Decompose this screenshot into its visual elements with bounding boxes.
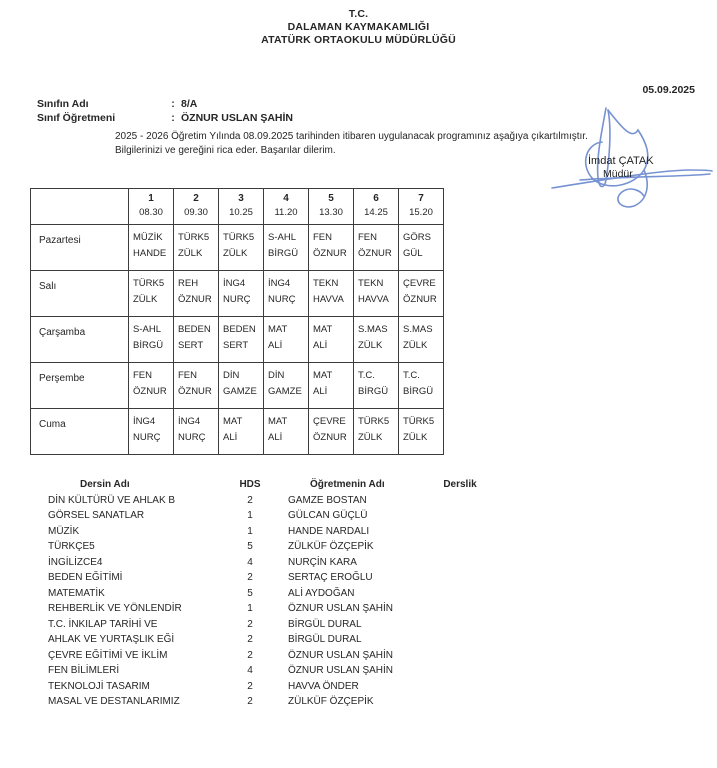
schedule-cell — [354, 225, 399, 271]
course-hds: 2 — [247, 680, 253, 692]
schedule-cell — [399, 225, 444, 271]
teacher-short-name: ÖZNUR — [178, 386, 212, 397]
period-time: 08.30 — [139, 207, 163, 218]
subject-code: T.C. — [403, 370, 420, 381]
course-header: Dersin Adı — [80, 479, 130, 490]
notice-line-2: Bilgilerinizi ve gereğini rica eder. Başarılar dilerim. — [115, 145, 336, 156]
subject-code: S-AHL — [268, 232, 296, 243]
schedule-cell — [129, 317, 174, 363]
teacher-short-name: ÖZNUR — [403, 294, 437, 305]
schedule-cell — [264, 225, 309, 271]
subject-code: İNG4 — [268, 278, 291, 289]
course-row — [0, 570, 717, 586]
weekly-timetable — [30, 188, 444, 455]
teacher-short-name: SERT — [223, 340, 249, 351]
teacher-short-name: NURÇ — [223, 294, 251, 305]
period-header-cell — [399, 189, 444, 225]
course-teacher: BİRGÜL DURAL — [288, 634, 362, 645]
subject-code: BEDEN — [223, 324, 256, 335]
course-hds: 2 — [247, 572, 253, 583]
subject-code: TEKN — [313, 278, 339, 289]
teacher-short-name: ZÜLK — [178, 248, 203, 259]
subject-code: T.C. — [358, 370, 375, 381]
course-teacher: ÖZNUR USLAN ŞAHİN — [288, 665, 394, 676]
timetable-day-row — [31, 271, 444, 317]
course-row — [0, 539, 717, 555]
subject-code: GÖRS — [403, 232, 431, 243]
course-teacher: GAMZE BOSTAN — [288, 494, 367, 506]
period-number: 5 — [328, 193, 334, 204]
period-number: 7 — [418, 193, 424, 204]
teacher-short-name: ZÜLK — [403, 340, 428, 351]
timetable-day-row — [31, 225, 444, 271]
subject-code: MAT — [268, 416, 288, 427]
schedule-cell — [129, 363, 174, 409]
day-name-cell: Çarşamba — [31, 317, 129, 363]
course-list-header — [0, 477, 717, 493]
teacher-short-name: NURÇ — [133, 432, 161, 443]
schedule-cell — [264, 271, 309, 317]
course-name: MASAL VE DESTANLARIMIZ — [48, 696, 180, 707]
course-teacher: ZÜLKÜF ÖZÇEPİK — [288, 696, 374, 707]
class-teacher-row — [37, 111, 293, 125]
signature-block — [540, 100, 717, 215]
document-date: 05.09.2025 — [642, 84, 695, 96]
subject-code: DİN — [223, 370, 240, 381]
teacher-short-name: BİRGÜ — [403, 386, 434, 397]
course-row — [0, 493, 717, 509]
subject-code: TÜRK5 — [223, 232, 255, 243]
schedule-cell — [174, 271, 219, 317]
course-teacher: ÖZNUR USLAN ŞAHİN — [288, 649, 394, 661]
schedule-cell — [219, 225, 264, 271]
course-teacher: ALİ AYDOĞAN — [288, 587, 355, 599]
course-name: TÜRKÇE5 — [48, 541, 95, 552]
subject-code: MAT — [313, 370, 333, 381]
course-row — [0, 694, 717, 710]
teacher-short-name: ZÜLK — [358, 432, 383, 443]
day-name-cell: Cuma — [31, 409, 129, 455]
subject-code: MÜZİK — [133, 232, 163, 243]
subject-code: TEKN — [358, 278, 384, 289]
course-teacher: HAVVA ÖNDER — [288, 680, 359, 692]
period-time: 15.20 — [409, 207, 433, 218]
schedule-cell — [399, 317, 444, 363]
timetable-day-row — [31, 317, 444, 363]
course-row — [0, 632, 717, 648]
subject-code: TÜRK5 — [178, 232, 210, 243]
letterhead-school: ATATÜRK ORTAOKULU MÜDÜRLÜĞÜ — [261, 34, 456, 46]
schedule-cell — [354, 409, 399, 455]
subject-code: REH — [178, 278, 199, 289]
signatory-title: Müdür — [603, 168, 633, 180]
period-time: 09.30 — [184, 207, 208, 218]
course-name: FEN BİLİMLERİ — [48, 665, 120, 676]
schedule-cell — [129, 271, 174, 317]
day-name-cell: Salı — [31, 271, 129, 317]
period-header-cell — [264, 189, 309, 225]
schedule-cell — [174, 363, 219, 409]
course-teacher: HANDE NARDALI — [288, 525, 370, 537]
subject-code: TÜRK5 — [133, 278, 165, 289]
course-name: İNGİLİZCE4 — [48, 556, 103, 568]
schedule-cell — [219, 317, 264, 363]
teacher-short-name: HAVVA — [313, 294, 344, 305]
subject-code: İNG4 — [133, 416, 156, 427]
class-name-value: 8/A — [181, 98, 198, 110]
teacher-short-name: NURÇ — [268, 294, 296, 305]
schedule-cell — [264, 363, 309, 409]
course-hds: 5 — [247, 587, 253, 599]
schedule-cell — [219, 363, 264, 409]
subject-code: S.MAS — [358, 324, 388, 335]
teacher-short-name: BİRGÜ — [358, 386, 389, 397]
course-row — [0, 663, 717, 679]
course-row — [0, 586, 717, 602]
room-header: Derslik — [443, 479, 477, 490]
course-name: MÜZİK — [48, 525, 80, 537]
period-number: 3 — [238, 193, 244, 204]
teacher-short-name: ÖZNUR — [358, 248, 392, 259]
course-row — [0, 555, 717, 571]
schedule-cell — [174, 225, 219, 271]
course-row — [0, 601, 717, 617]
schedule-cell — [399, 409, 444, 455]
subject-code: MAT — [223, 416, 243, 427]
teacher-short-name: GAMZE — [223, 386, 257, 397]
teacher-short-name: BİRGÜ — [133, 340, 164, 351]
class-name-colon: : — [171, 98, 175, 110]
subject-code: S-AHL — [133, 324, 161, 335]
course-name: GÖRSEL SANATLAR — [48, 510, 145, 521]
schedule-cell — [129, 409, 174, 455]
period-time: 11.20 — [274, 207, 298, 218]
course-name: REHBERLİK VE YÖNLENDİR — [48, 603, 182, 614]
period-number: 1 — [148, 193, 154, 204]
teacher-header: Öğretmenin Adı — [310, 479, 385, 490]
course-hds: 4 — [247, 556, 253, 568]
schedule-cell — [264, 317, 309, 363]
subject-code: ÇEVRE — [403, 278, 436, 289]
course-teacher: NURÇİN KARA — [288, 556, 357, 568]
class-name-row — [37, 97, 293, 111]
period-header-cell — [354, 189, 399, 225]
schedule-cell — [309, 271, 354, 317]
course-row — [0, 648, 717, 664]
signatory-name: İmdat ÇATAK — [588, 155, 654, 167]
notice-line-1: 2025 - 2026 Öğretim Yılında 08.09.2025 tarihinden itibaren uygulanacak programınız aşağıya çıkartılmıştır. — [115, 131, 588, 142]
subject-code: TÜRK5 — [403, 416, 435, 427]
period-time: 10.25 — [229, 207, 253, 218]
teacher-short-name: ZÜLK — [358, 340, 383, 351]
schedule-cell — [219, 271, 264, 317]
course-hds: 2 — [247, 618, 253, 630]
course-name: DİN KÜLTÜRÜ VE AHLAK B — [48, 494, 176, 506]
class-teacher-label: Sınıf Öğretmeni — [37, 112, 116, 124]
subject-code: FEN — [178, 370, 197, 381]
timetable-day-row — [31, 363, 444, 409]
course-teacher: BİRGÜL DURAL — [288, 618, 362, 630]
course-row — [0, 679, 717, 695]
schedule-cell — [219, 409, 264, 455]
schedule-cell — [309, 363, 354, 409]
letterhead-tc: T.C. — [348, 8, 369, 20]
subject-code: S.MAS — [403, 324, 433, 335]
teacher-short-name: ZÜLK — [133, 294, 158, 305]
course-hds: 1 — [247, 603, 253, 614]
schedule-cell — [174, 409, 219, 455]
teacher-short-name: ALİ — [313, 340, 328, 351]
teacher-short-name: BİRGÜ — [268, 248, 299, 259]
course-teacher: SERTAÇ EROĞLU — [288, 572, 373, 583]
schedule-cell — [354, 271, 399, 317]
timetable-day-row — [31, 409, 444, 455]
teacher-short-name: ZÜLK — [403, 432, 428, 443]
letterhead — [0, 8, 717, 47]
teacher-short-name: ZÜLK — [223, 248, 248, 259]
teacher-short-name: HAVVA — [358, 294, 389, 305]
schedule-cell — [399, 271, 444, 317]
schedule-cell — [354, 317, 399, 363]
course-hds: 1 — [247, 510, 253, 521]
schedule-cell — [399, 363, 444, 409]
schedule-cell — [354, 363, 399, 409]
period-number: 2 — [193, 193, 199, 204]
subject-code: TÜRK5 — [358, 416, 390, 427]
class-name-label: Sınıfın Adı — [37, 98, 89, 110]
course-name: T.C. İNKILAP TARİHİ VE — [48, 618, 158, 630]
course-teacher: GÜLCAN GÜÇLÜ — [288, 510, 368, 521]
course-teacher: ZÜLKÜF ÖZÇEPİK — [288, 541, 374, 552]
course-hds: 4 — [247, 665, 253, 676]
subject-code: ÇEVRE — [313, 416, 346, 427]
period-header-cell — [129, 189, 174, 225]
schedule-cell — [309, 409, 354, 455]
hds-header: HDS — [239, 479, 261, 490]
teacher-short-name: GÜL — [403, 248, 423, 259]
teacher-short-name: ALİ — [268, 340, 283, 351]
subject-code: FEN — [313, 232, 332, 243]
teacher-short-name: ALİ — [223, 432, 238, 443]
course-row — [0, 524, 717, 540]
course-hds: 2 — [247, 649, 253, 661]
period-header-row — [31, 189, 444, 225]
period-time: 14.25 — [364, 207, 388, 218]
teacher-short-name: ÖZNUR — [133, 386, 167, 397]
teacher-short-name: ÖZNUR — [313, 248, 347, 259]
schedule-cell — [309, 225, 354, 271]
course-row — [0, 508, 717, 524]
class-teacher-value: ÖZNUR USLAN ŞAHİN — [181, 112, 293, 124]
course-hds: 2 — [247, 634, 253, 645]
subject-code: BEDEN — [178, 324, 211, 335]
subject-code: MAT — [313, 324, 333, 335]
teacher-short-name: HANDE — [133, 248, 167, 259]
teacher-short-name: GAMZE — [268, 386, 302, 397]
day-name-cell: Pazartesi — [31, 225, 129, 271]
course-hds: 1 — [247, 525, 253, 537]
subject-code: MAT — [268, 324, 288, 335]
subject-code: DİN — [268, 370, 285, 381]
period-number: 4 — [283, 193, 289, 204]
schedule-cell — [129, 225, 174, 271]
teacher-short-name: NURÇ — [178, 432, 206, 443]
letterhead-district: DALAMAN KAYMAKAMLIĞI — [287, 21, 430, 33]
schedule-cell — [309, 317, 354, 363]
teacher-short-name: SERT — [178, 340, 204, 351]
course-name: MATEMATİK — [48, 587, 105, 599]
teacher-short-name: ALİ — [313, 386, 328, 397]
day-name-cell: Perşembe — [31, 363, 129, 409]
day-column-header — [31, 189, 129, 225]
course-list — [0, 477, 717, 710]
schedule-cell — [174, 317, 219, 363]
period-header-cell — [309, 189, 354, 225]
course-row — [0, 617, 717, 633]
subject-code: FEN — [133, 370, 152, 381]
course-name: BEDEN EĞİTİMİ — [48, 572, 123, 583]
teacher-short-name: ÖZNUR — [178, 294, 212, 305]
period-time: 13.30 — [319, 207, 343, 218]
period-header-cell — [174, 189, 219, 225]
course-name: TEKNOLOJİ TASARIM — [48, 680, 150, 692]
course-hds: 2 — [247, 696, 253, 707]
subject-code: İNG4 — [223, 278, 246, 289]
class-info-block — [37, 97, 293, 125]
subject-code: İNG4 — [178, 416, 201, 427]
course-hds: 5 — [247, 541, 253, 552]
class-teacher-colon: : — [171, 112, 175, 124]
teacher-short-name: ÖZNUR — [313, 432, 347, 443]
subject-code: FEN — [358, 232, 377, 243]
course-teacher: ÖZNUR USLAN ŞAHİN — [288, 603, 394, 614]
course-hds: 2 — [247, 494, 253, 506]
course-name: AHLAK VE YURTAŞLIK EĞİ — [48, 634, 175, 645]
period-number: 6 — [373, 193, 379, 204]
period-header-cell — [219, 189, 264, 225]
course-name: ÇEVRE EĞİTİMİ VE İKLİM — [48, 649, 168, 661]
schedule-cell — [264, 409, 309, 455]
teacher-short-name: ALİ — [268, 432, 283, 443]
